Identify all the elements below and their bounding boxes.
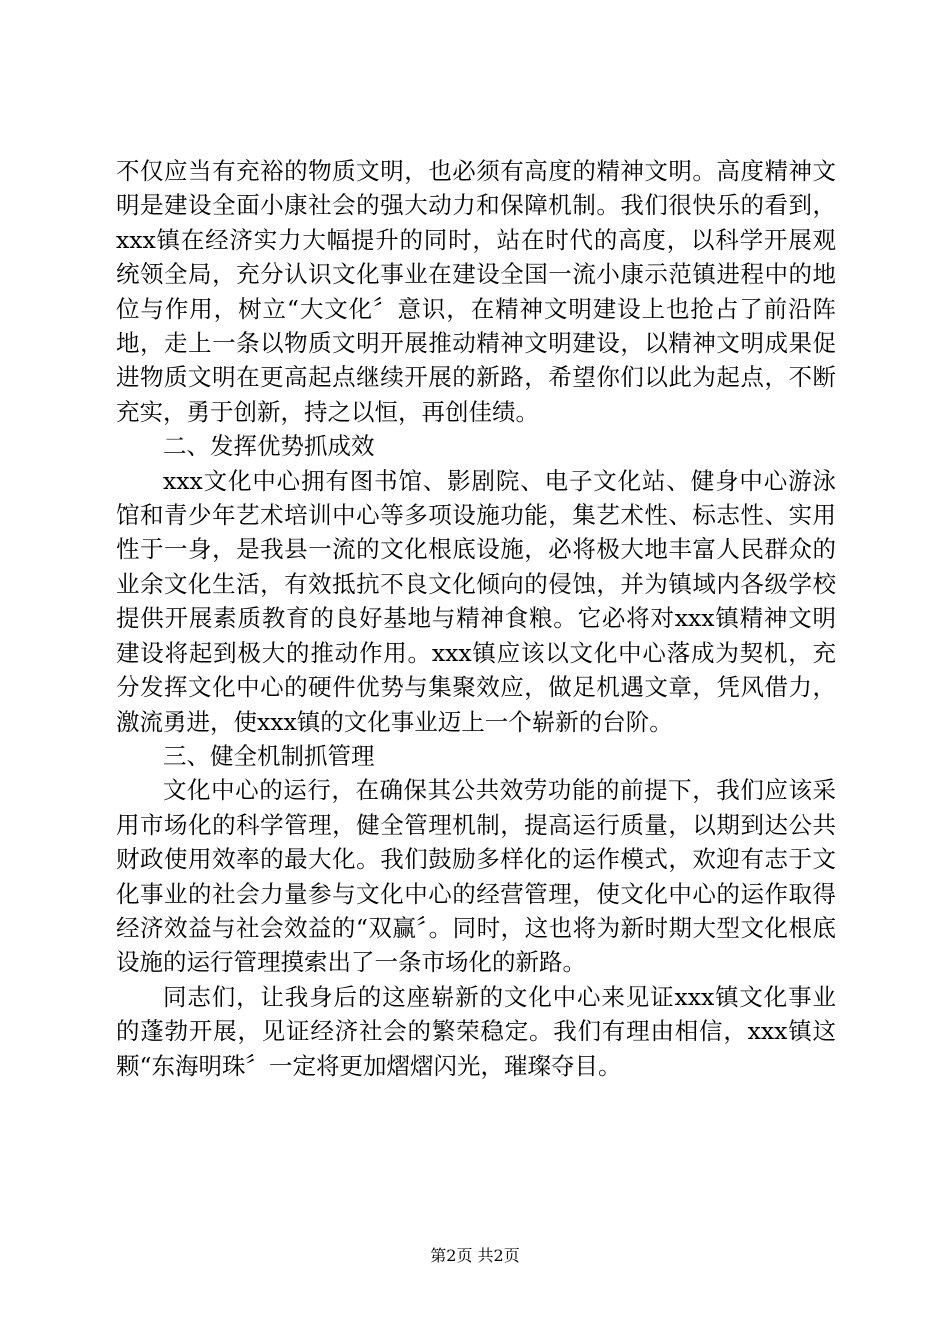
document-body xyxy=(116,154,836,1083)
page-number-footer: 第2页 共2页 xyxy=(430,1246,520,1265)
paragraph-closing: 同志们，让我身后的这座崭新的文化中心来见证xxx镇文化事业的蓬勃开展，见证经济社会的繁荣稳定。我们有理由相信，xxx镇这颗“东海明珠〞一定将更加熠熠闪光，璀璨夺目。 xyxy=(116,982,836,1080)
section-heading-2: 二、发挥优势抓成效 xyxy=(163,432,375,461)
paragraph-culture-center: xxx文化中心拥有图书馆、影剧院、电子文化站、健身中心游泳馆和青少年艺术培训中心等多项设施功能，集艺术性、标志性、实用性于一身，是我县一流的文化根底设施，必将极大地丰富人民群众的业余文化生活，有效抵抗不良文化倾向的侵蚀，并为镇域内各级学校提供开展素质教育的良好基地与精神食粮。它必将对xxx镇精神文明建设将起到极大的推动作用。xxx镇应该以文化中心落成为契机，充分发挥文化中心的硬件优势与集聚效应，做足机遇文章，凭风借力，激流勇进，使xxx镇的文化事业迈上一个崭新的台阶。 xyxy=(116,466,836,736)
paragraph-continuation: 不仅应当有充裕的物质文明，也必须有高度的精神文明。高度精神文明是建设全面小康社会的强大动力和保障机制。我们很快乐的看到，xxx镇在经济实力大幅提升的同时，站在时代的高度，以科学开展观统领全局，充分认识文化事业在建设全国一流小康示范镇进程中的地位与作用，树立“大文化〞意识，在精神文明建设上也抢占了前沿阵地，走上一条以物质文明开展推动精神文明建设，以精神文明成果促进物质文明在更高起点继续开展的新路，希望你们以此为起点，不断充实，勇于创新，持之以恒，再创佳绩。 xyxy=(116,157,836,426)
paragraph-management: 文化中心的运行，在确保其公共效劳功能的前提下，我们应该采用市场化的科学管理，健全管理机制，提高运行质量，以期到达公共财政使用效率的最大化。我们鼓励多样化的运作模式，欢迎有志于文化事业的社会力量参与文化中心的经营管理，使文化中心的运作取得经济效益与社会效益的“双赢〞。同时，这也将为新时期大型文化根底设施的运行管理摸索出了一条市场化的新路。 xyxy=(116,776,836,977)
section-heading-3: 三、健全机制抓管理 xyxy=(163,741,375,770)
